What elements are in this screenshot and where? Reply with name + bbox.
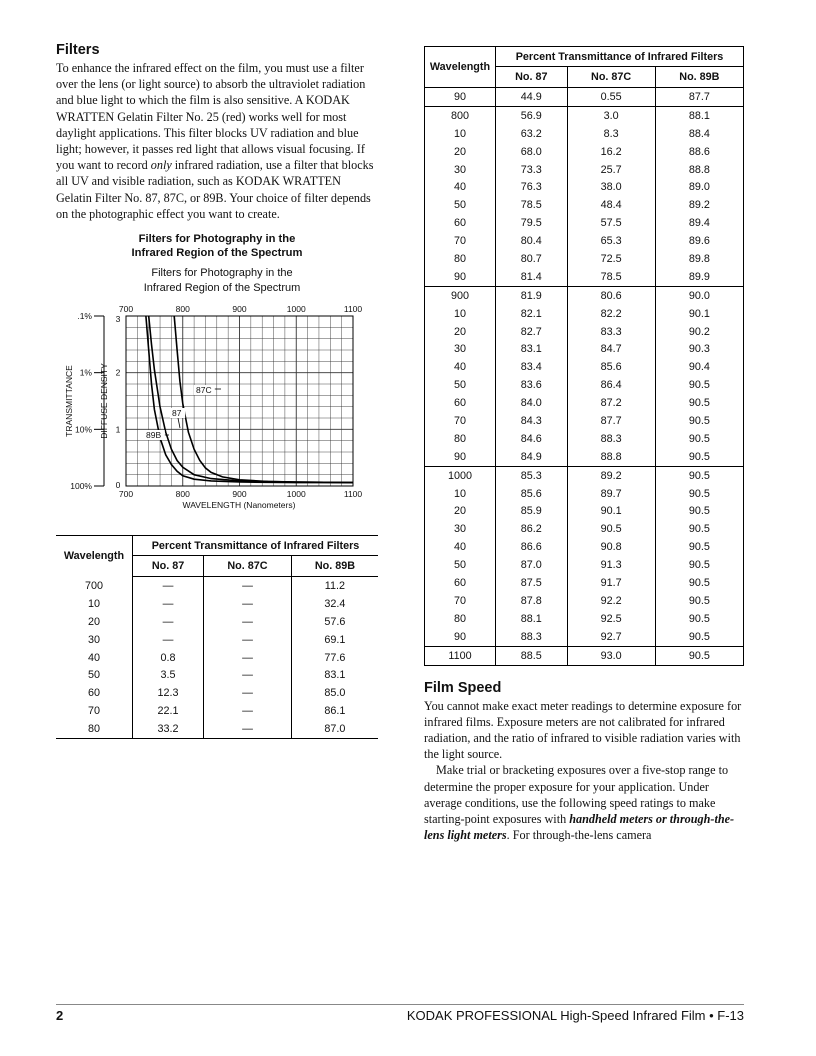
table-row	[425, 485, 744, 503]
value-cell: 90.5	[655, 520, 743, 538]
value-cell: 44.9	[496, 88, 568, 107]
value-cell: 81.4	[496, 268, 568, 286]
col-header-no89b: No. 89B	[291, 556, 378, 577]
value-cell: 0.8	[133, 649, 204, 667]
series-label-87: 87	[172, 408, 182, 419]
wavelength-cell: 10	[425, 485, 496, 503]
value-cell: 79.5	[496, 214, 568, 232]
wavelength-cell: 60	[56, 684, 133, 702]
table-row	[425, 628, 744, 646]
chart-title-line-2: Infrared Region of the Spectrum	[143, 282, 301, 295]
wavelength-header: Wavelength	[56, 536, 133, 577]
wavelength-cell: 60	[425, 574, 496, 592]
film-speed-heading: Film Speed	[424, 679, 502, 696]
table-row	[425, 106, 744, 124]
value-cell: 91.7	[567, 574, 655, 592]
x-tick-label-top: 900	[232, 304, 247, 315]
wavelength-cell: 30	[425, 520, 496, 538]
value-cell: 38.0	[567, 178, 655, 196]
value-cell: 90.5	[655, 376, 743, 394]
value-cell: 83.1	[324, 669, 346, 682]
value-cell: 85.3	[496, 466, 568, 484]
wavelength-cell: 50	[425, 196, 496, 214]
value-cell: 68.0	[496, 143, 568, 161]
series-line-87c	[174, 316, 353, 483]
wavelength-cell: 20	[56, 613, 133, 631]
value-cell: 89.6	[655, 232, 743, 250]
table-row	[425, 305, 744, 323]
series-label-leader	[178, 418, 180, 428]
x-axis-label: WAVELENGTH (Nanometers)	[182, 500, 296, 511]
wavelength-cell: 40	[425, 358, 496, 376]
col-header-no87: No. 87	[496, 67, 568, 88]
value-cell: 77.6	[324, 651, 346, 664]
table-row	[425, 556, 744, 574]
left-column	[56, 42, 378, 739]
wavelength-cell: 70	[425, 592, 496, 610]
wavelength-cell: 30	[56, 631, 133, 649]
table-row	[425, 358, 744, 376]
value-cell: —	[133, 613, 204, 631]
value-cell: 88.3	[567, 430, 655, 448]
transmittance-axis-label: TRANSMITTANCE	[64, 365, 74, 437]
value-cell: 78.5	[567, 268, 655, 286]
value-cell: —	[204, 649, 292, 667]
value-cell: 89.2	[655, 196, 743, 214]
value-cell: 89.0	[655, 178, 743, 196]
table-row	[56, 595, 378, 613]
value-cell: 84.0	[496, 394, 568, 412]
value-cell: 82.1	[496, 305, 568, 323]
table-row	[425, 178, 744, 196]
y-tick-label: 2	[115, 367, 121, 378]
value-cell: 90.3	[655, 340, 743, 358]
value-cell: 90.5	[655, 412, 743, 430]
x-tick-label: 900	[232, 489, 247, 500]
value-cell: 22.1	[133, 702, 204, 720]
value-cell: 87.8	[496, 592, 568, 610]
table-row	[425, 412, 744, 430]
value-cell: 90.5	[655, 466, 743, 484]
value-cell: 87.7	[655, 88, 743, 107]
value-cell: 25.7	[567, 161, 655, 179]
table-row	[425, 286, 744, 304]
chart-caption: Filters for Photography in the Infrared Region of the Spectrum	[131, 233, 303, 260]
wavelength-cell: 70	[56, 702, 133, 720]
table-row	[425, 466, 744, 484]
table-row	[56, 577, 378, 595]
value-cell: 80.7	[496, 250, 568, 268]
wavelength-cell: 40	[425, 178, 496, 196]
table-row	[425, 574, 744, 592]
value-cell: 90.5	[655, 628, 743, 646]
table-row	[56, 666, 378, 684]
value-cell: 81.9	[496, 286, 568, 304]
value-cell: 89.7	[567, 485, 655, 503]
value-cell: 88.6	[655, 143, 743, 161]
value-cell: —	[204, 595, 292, 613]
footer-doc-title: KODAK PROFESSIONAL High-Speed Infrared Film • F-13	[406, 1008, 744, 1023]
value-cell: 86.2	[496, 520, 568, 538]
table-row	[56, 720, 378, 738]
value-cell: 86.1	[324, 705, 346, 718]
col-header-no87c: No. 87C	[567, 67, 655, 88]
value-cell: 57.6	[324, 615, 346, 628]
value-cell: 85.6	[567, 358, 655, 376]
value-cell: 8.3	[567, 125, 655, 143]
wavelength-cell: 50	[425, 556, 496, 574]
wavelength-cell: 10	[56, 595, 133, 613]
table-row	[425, 88, 744, 107]
x-tick-label: 800	[175, 489, 190, 500]
value-cell: 73.3	[496, 161, 568, 179]
film-speed-paragraph-1: You cannot make exact meter readings to determine exposure for infrared films. Exposure meters are not calibrated for infrared radiation, and the ratio of infrared to visible radiation varies with the light source.	[424, 698, 742, 762]
value-cell: —	[133, 631, 204, 649]
series-label-89b: 89B	[146, 430, 162, 441]
wavelength-cell: 90	[425, 448, 496, 466]
filters-paragraph: To enhance the infrared effect on the film, you must use a filter over the lens (or light source) to absorb the ultraviolet radiation and blue light to which the film is also sensitive. A KODAK WRATTEN Gelatin Filter No. 25 (red) works well for most daylight applications. This filter blocks UV radiation and blue light; however, it passes red light that allows visual focusing. If you want to record only infrared radiation, use a filter that blocks all UV and visible radiation, such as KODAK WRATTEN Gelatin Filter No. 87, 87C, or 89B. Your choice of filter depends on the photographic effect you want to create.	[56, 61, 374, 221]
value-cell: 90.5	[655, 448, 743, 466]
x-tick-label-top: 700	[118, 304, 134, 315]
wavelength-cell: 50	[56, 666, 133, 684]
filter-density-chart	[56, 264, 378, 514]
wavelength-cell: 700	[56, 577, 133, 595]
value-cell: 80.6	[567, 286, 655, 304]
series-label-87c: 87C	[196, 385, 212, 396]
value-cell: 16.2	[567, 143, 655, 161]
wavelength-cell: 40	[425, 538, 496, 556]
wavelength-cell: 900	[425, 286, 496, 304]
value-cell: 90.5	[655, 556, 743, 574]
value-cell: —	[204, 577, 292, 595]
transmittance-tick-label: 1%	[79, 367, 92, 378]
wavelength-cell: 40	[56, 649, 133, 667]
value-cell: 90.1	[655, 305, 743, 323]
group-header: Percent Transmittance of Infrared Filters	[496, 47, 744, 67]
wavelength-cell: 70	[425, 232, 496, 250]
transmittance-table-2	[424, 46, 744, 666]
value-cell: 92.2	[567, 592, 655, 610]
wavelength-cell: 20	[425, 323, 496, 341]
table-row	[425, 125, 744, 143]
table-row	[425, 610, 744, 628]
col-header-no89b: No. 89B	[655, 67, 743, 88]
value-cell: 83.1	[496, 340, 568, 358]
value-cell: 87.7	[567, 412, 655, 430]
table-row	[425, 232, 744, 250]
value-cell: 11.2	[324, 579, 346, 592]
value-cell: 76.3	[496, 178, 568, 196]
filters-heading: Filters	[56, 42, 100, 58]
table-row	[425, 592, 744, 610]
value-cell: 90.4	[655, 358, 743, 376]
value-cell: —	[204, 702, 292, 720]
value-cell: 92.5	[567, 610, 655, 628]
value-cell: 3.0	[567, 106, 655, 124]
value-cell: 83.4	[496, 358, 568, 376]
table-row	[425, 250, 744, 268]
table-row	[425, 376, 744, 394]
value-cell: —	[204, 613, 292, 631]
wavelength-cell: 30	[425, 161, 496, 179]
group-header: Percent Transmittance of Infrared Filters	[133, 536, 379, 556]
wavelength-cell: 50	[425, 376, 496, 394]
value-cell: 86.6	[496, 538, 568, 556]
value-cell: 90.5	[655, 430, 743, 448]
value-cell: 84.9	[496, 448, 568, 466]
wavelength-cell: 60	[425, 214, 496, 232]
value-cell: —	[204, 631, 292, 649]
value-cell: 86.4	[567, 376, 655, 394]
value-cell: 88.1	[655, 106, 743, 124]
value-cell: 90.5	[655, 646, 743, 665]
value-cell: 88.8	[567, 448, 655, 466]
value-cell: —	[204, 666, 292, 684]
value-cell: 89.8	[655, 250, 743, 268]
table-row	[425, 323, 744, 341]
value-cell: 0.55	[567, 88, 655, 107]
value-cell: 90.5	[567, 520, 655, 538]
value-cell: 88.3	[496, 628, 568, 646]
value-cell: 84.3	[496, 412, 568, 430]
x-tick-label-top: 1000	[286, 304, 306, 315]
table-row	[56, 631, 378, 649]
table-row	[425, 538, 744, 556]
value-cell: 90.8	[567, 538, 655, 556]
x-tick-label: 1000	[286, 489, 306, 500]
value-cell: 72.5	[567, 250, 655, 268]
value-cell: 90.5	[655, 610, 743, 628]
value-cell: 32.4	[324, 597, 346, 610]
wavelength-cell: 60	[425, 394, 496, 412]
value-cell: 93.0	[567, 646, 655, 665]
transmittance-tick-label: 100%	[70, 481, 92, 492]
table-row	[425, 143, 744, 161]
wavelength-cell: 1000	[425, 466, 496, 484]
table-row	[425, 196, 744, 214]
wavelength-cell: 20	[425, 502, 496, 520]
value-cell: 89.4	[655, 214, 743, 232]
value-cell: 90.5	[655, 394, 743, 412]
value-cell: 90.5	[655, 538, 743, 556]
value-cell: 89.2	[567, 466, 655, 484]
footer-rule	[56, 1004, 744, 1005]
value-cell: 90.5	[655, 592, 743, 610]
value-cell: 88.4	[655, 125, 743, 143]
x-tick-label-top: 1100	[343, 304, 363, 315]
table-row	[425, 268, 744, 286]
wavelength-cell: 30	[425, 340, 496, 358]
value-cell: 83.3	[567, 323, 655, 341]
value-cell: 85.6	[496, 485, 568, 503]
value-cell: 63.2	[496, 125, 568, 143]
wavelength-cell: 80	[425, 250, 496, 268]
value-cell: 12.3	[133, 684, 204, 702]
value-cell: 87.5	[496, 574, 568, 592]
x-tick-label: 700	[118, 489, 134, 500]
wavelength-cell: 70	[425, 412, 496, 430]
value-cell: 88.1	[496, 610, 568, 628]
wavelength-cell: 1100	[425, 646, 496, 665]
value-cell: —	[133, 577, 204, 595]
value-cell: 90.5	[655, 485, 743, 503]
value-cell: 78.5	[496, 196, 568, 214]
col-header-no87: No. 87	[133, 556, 204, 577]
transmittance-table-1	[56, 535, 378, 739]
x-tick-label-top: 800	[175, 304, 190, 315]
col-header-no87c: No. 87C	[204, 556, 292, 577]
value-cell: —	[204, 720, 292, 738]
wavelength-cell: 80	[425, 430, 496, 448]
wavelength-cell: 90	[425, 268, 496, 286]
table-row	[425, 161, 744, 179]
right-column	[424, 42, 744, 843]
value-cell: 82.2	[567, 305, 655, 323]
value-cell: 90.0	[655, 286, 743, 304]
wavelength-cell: 800	[425, 106, 496, 124]
value-cell: 87.0	[496, 556, 568, 574]
table-row	[56, 613, 378, 631]
film-speed-paragraph-2: Make trial or bracketing exposures over a five-stop range to determine the proper exposure for your application. Under average conditions, use the following speed ratings to make starting-point exposures with handheld meters or through-the-lens light meters. For through-the-lens camera	[424, 763, 735, 843]
value-cell: 90.1	[567, 502, 655, 520]
value-cell: 90.2	[655, 323, 743, 341]
value-cell: 65.3	[567, 232, 655, 250]
value-cell: 48.4	[567, 196, 655, 214]
table-row	[425, 448, 744, 466]
wavelength-cell: 90	[425, 628, 496, 646]
footer-page-number: 2	[56, 1008, 64, 1023]
value-cell: 69.1	[324, 633, 346, 646]
value-cell: 33.2	[133, 720, 204, 738]
y-tick-label: 1	[115, 424, 121, 435]
table-row	[56, 649, 378, 667]
transmittance-tick-label: .1%	[77, 311, 92, 322]
value-cell: 88.5	[496, 646, 568, 665]
wavelength-cell: 10	[425, 305, 496, 323]
value-cell: 87.2	[567, 394, 655, 412]
value-cell: 92.7	[567, 628, 655, 646]
value-cell: 57.5	[567, 214, 655, 232]
table-row	[425, 520, 744, 538]
value-cell: 83.6	[496, 376, 568, 394]
value-cell: 90.5	[655, 574, 743, 592]
wavelength-cell: 10	[425, 125, 496, 143]
table-row	[425, 340, 744, 358]
wavelength-cell: 90	[425, 88, 496, 107]
y-tick-label: 0	[115, 480, 121, 491]
value-cell: 84.6	[496, 430, 568, 448]
wavelength-cell: 80	[425, 610, 496, 628]
value-cell: 85.0	[324, 687, 346, 700]
table-row	[425, 394, 744, 412]
table-row	[425, 430, 744, 448]
table-row	[425, 502, 744, 520]
table-row	[425, 214, 744, 232]
wavelength-cell: 20	[425, 143, 496, 161]
value-cell: 88.8	[655, 161, 743, 179]
value-cell: 56.9	[496, 106, 568, 124]
table-row	[425, 646, 744, 665]
chart-title-line-1: Filters for Photography in the	[151, 267, 293, 280]
wavelength-cell: 80	[56, 720, 133, 738]
table-row	[56, 702, 378, 720]
table-row	[56, 684, 378, 702]
value-cell: 3.5	[133, 666, 204, 684]
value-cell: 80.4	[496, 232, 568, 250]
value-cell: —	[133, 595, 204, 613]
value-cell: 87.0	[324, 723, 346, 736]
transmittance-tick-label: 10%	[74, 424, 92, 435]
value-cell: 84.7	[567, 340, 655, 358]
y-axis-label: DIFFUSE DENSITY	[99, 363, 109, 439]
wavelength-header: Wavelength	[425, 47, 496, 88]
value-cell: 90.5	[655, 502, 743, 520]
x-tick-label: 1100	[343, 489, 363, 500]
value-cell: 91.3	[567, 556, 655, 574]
value-cell: —	[204, 684, 292, 702]
value-cell: 82.7	[496, 323, 568, 341]
value-cell: 89.9	[655, 268, 743, 286]
value-cell: 85.9	[496, 502, 568, 520]
y-tick-label: 3	[115, 314, 121, 325]
